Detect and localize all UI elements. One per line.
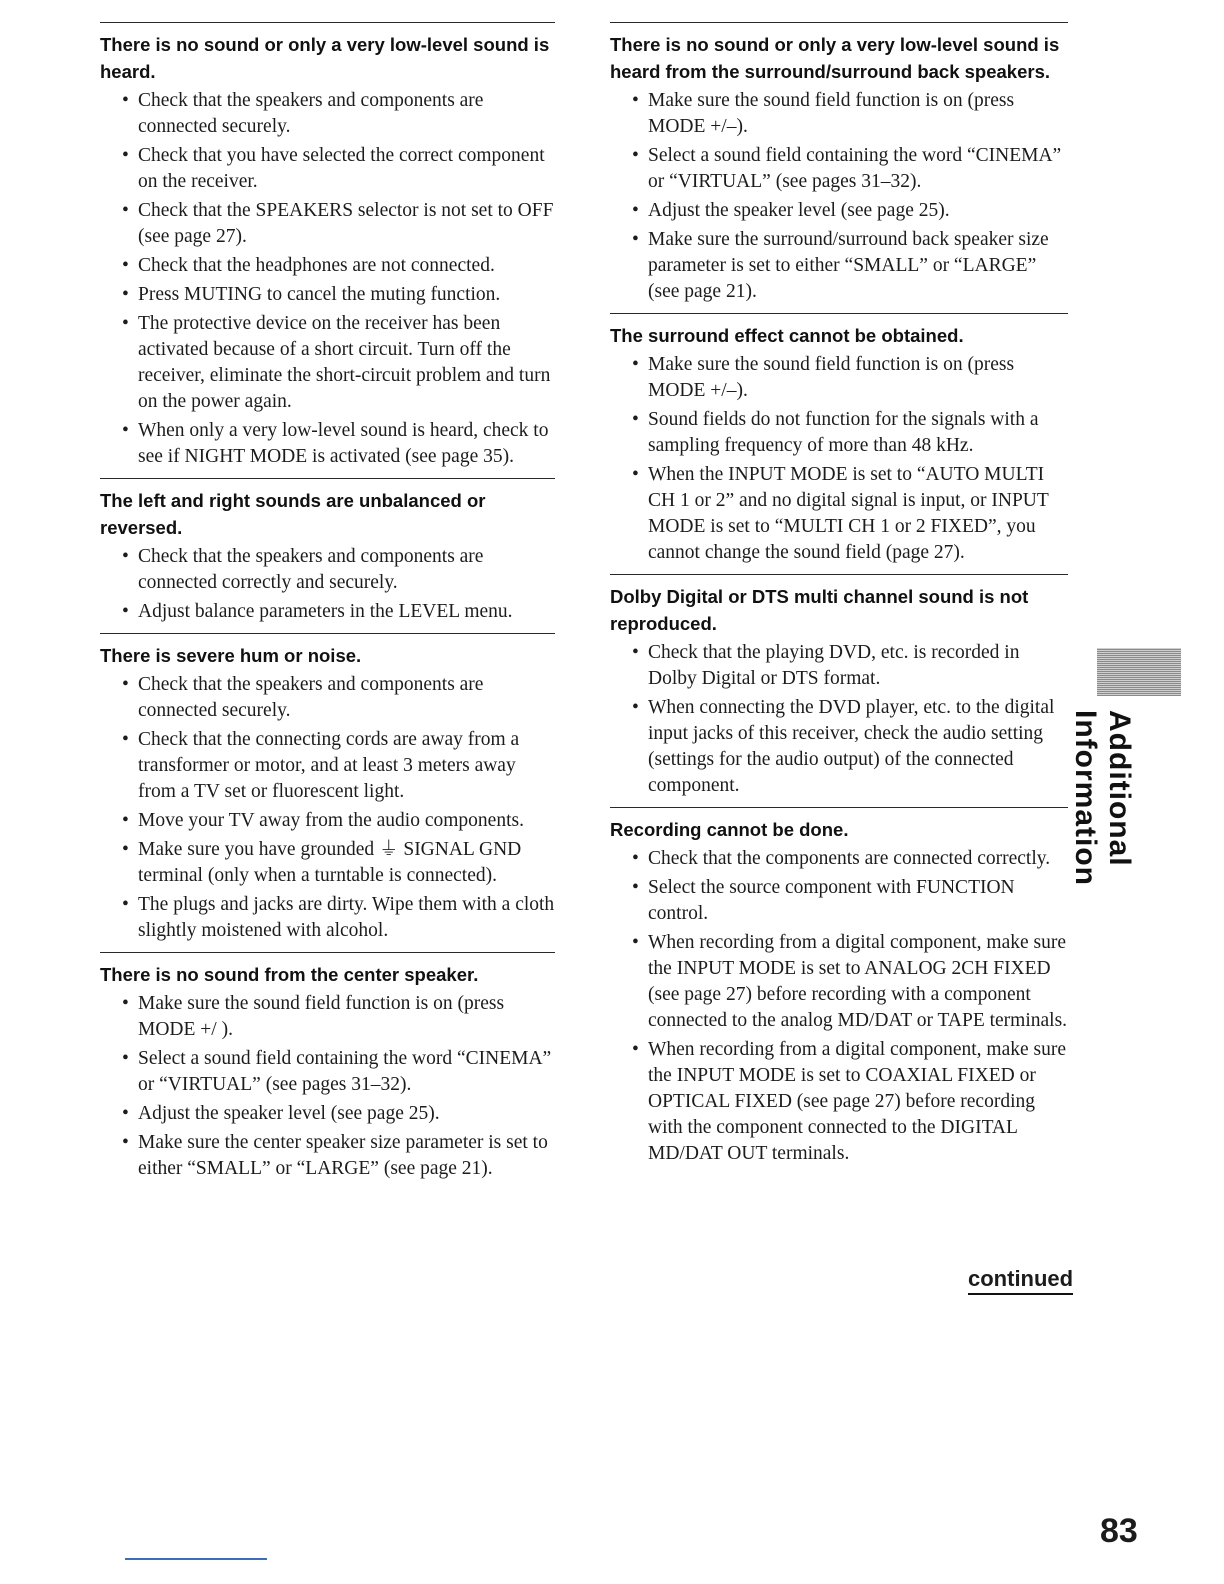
list-item-text: Check that the SPEAKERS selector is not set to OFF (see page 27).: [138, 200, 554, 247]
bullet-icon: •: [632, 464, 639, 485]
troubleshooting-section: [100, 22, 555, 470]
list-item: [610, 695, 1068, 799]
list-item-text: The protective device on the receiver has been activated because of a short circuit. Turn off the receiver, eliminate the short-circuit problem and turn on the power again.: [138, 313, 551, 412]
bullet-icon: •: [122, 894, 129, 915]
bullet-icon: •: [122, 601, 129, 622]
bullet-icon: •: [632, 932, 639, 953]
bullet-list: [100, 88, 555, 470]
list-item-text: When recording from a digital component, make sure the INPUT MODE is set to ANALOG 2CH FIXED (see page 27) before recording with a component connected to the analog MD/DAT or TAPE terminals.: [648, 932, 1068, 1031]
list-item: [610, 407, 1068, 459]
section-heading: Dolby Digital or DTS multi channel sound is not reproduced.: [610, 586, 1029, 634]
list-item: [610, 198, 1068, 224]
section-heading: The surround effect cannot be obtained.: [610, 325, 964, 346]
troubleshooting-section: [100, 633, 555, 944]
bullet-icon: •: [122, 810, 129, 831]
bullet-icon: •: [122, 729, 129, 750]
section-tab-marker: [1097, 648, 1181, 696]
section-heading: There is no sound or only a very low-level sound is heard from the surround/surround back speakers.: [610, 34, 1060, 82]
list-item-text: Adjust the speaker level (see page 25).: [648, 200, 950, 221]
list-item: [100, 198, 555, 250]
bullet-icon: •: [632, 90, 639, 111]
troubleshooting-section: [610, 574, 1068, 799]
list-item-text: When connecting the DVD player, etc. to the digital input jacks of this receiver, check the audio setting (settings for the audio output) of the connected component.: [648, 697, 1055, 796]
list-item: [100, 892, 555, 944]
list-item: [100, 672, 555, 724]
troubleshooting-section: [100, 478, 555, 625]
troubleshooting-section: [610, 22, 1068, 305]
bullet-icon: •: [632, 145, 639, 166]
list-item-text: When only a very low-level sound is heard, check to see if NIGHT MODE is activated (see page 35).: [138, 420, 549, 467]
list-item: [610, 143, 1068, 195]
list-item: [100, 143, 555, 195]
list-item-text: Check that the speakers and components are connected correctly and securely.: [138, 546, 484, 593]
section-heading: The left and right sounds are unbalanced or reversed.: [100, 490, 486, 538]
list-item-text: When the INPUT MODE is set to “AUTO MULTI CH 1 or 2” and no digital signal is input, or INPUT MODE is set to “MULTI CH 1 or 2 FIXED”, you cannot change the sound field (page 27).: [648, 464, 1049, 563]
list-item: [100, 311, 555, 415]
list-item: [610, 930, 1068, 1034]
bullet-icon: •: [122, 839, 129, 860]
list-item: [610, 352, 1068, 404]
list-item: [100, 88, 555, 140]
bullet-icon: •: [122, 90, 129, 111]
list-item-text: Make sure the surround/surround back speaker size parameter is set to either “SMALL” or “LARGE” (see page 21).: [648, 229, 1049, 302]
bullet-icon: •: [632, 697, 639, 718]
list-item-text: Select a sound field containing the word “CINEMA” or “VIRTUAL” (see pages 31–32).: [648, 145, 1062, 192]
list-item-text: Press MUTING to cancel the muting function.: [138, 284, 501, 305]
list-item-text: When recording from a digital component, make sure the INPUT MODE is set to COAXIAL FIXED or OPTICAL FIXED (see page 27) before recording with the component connected to the DIGITAL MD/DAT OUT terminals.: [648, 1039, 1067, 1164]
list-item-text: Make sure the center speaker size parameter is set to either “SMALL” or “LARGE” (see page 21).: [138, 1132, 548, 1179]
list-item: [100, 1046, 555, 1098]
list-item: [100, 837, 555, 889]
bullet-list: [100, 672, 555, 944]
bullet-list: [100, 991, 555, 1182]
footer-rule: [125, 1558, 267, 1560]
bullet-icon: •: [122, 1132, 129, 1153]
section-heading: There is severe hum or noise.: [100, 645, 362, 666]
list-item-text: Check that the components are connected correctly.: [648, 848, 1051, 869]
bullet-icon: •: [122, 145, 129, 166]
list-item: [100, 727, 555, 805]
section-heading: There is no sound or only a very low-level sound is heard.: [100, 34, 550, 82]
section-heading: There is no sound from the center speaker.: [100, 964, 479, 985]
bullet-icon: •: [122, 420, 129, 441]
troubleshooting-section: [100, 952, 555, 1182]
list-item-text: Make sure the sound field function is on (press MODE +/–).: [648, 354, 1015, 401]
bullet-list: [100, 544, 555, 625]
list-item: [100, 418, 555, 470]
bullet-icon: •: [632, 200, 639, 221]
list-item: [610, 846, 1068, 872]
left-column: [100, 22, 555, 1190]
list-item: [100, 253, 555, 279]
bullet-icon: •: [122, 313, 129, 334]
list-item-text: Check that the speakers and components are connected securely.: [138, 90, 484, 137]
list-item-text: Move your TV away from the audio components.: [138, 810, 524, 831]
section-heading: Recording cannot be done.: [610, 819, 849, 840]
list-item-text: Check that the speakers and components are connected securely.: [138, 674, 484, 721]
bullet-icon: •: [122, 674, 129, 695]
bullet-list: [610, 846, 1068, 1167]
list-item: [100, 1101, 555, 1127]
troubleshooting-section: [610, 807, 1068, 1167]
list-item: [100, 282, 555, 308]
list-item-text: Make sure the sound field function is on (press MODE +/ ).: [138, 993, 505, 1040]
bullet-icon: •: [632, 848, 639, 869]
list-item-text: Make sure you have grounded ⏚ SIGNAL GND terminal (only when a turntable is connected).: [138, 839, 522, 886]
section-side-label: Additional Information: [1069, 710, 1136, 886]
bullet-icon: •: [632, 229, 639, 250]
bullet-icon: •: [122, 255, 129, 276]
list-item-text: Check that the headphones are not connected.: [138, 255, 495, 276]
list-item-text: Adjust the speaker level (see page 25).: [138, 1103, 440, 1124]
list-item: [610, 875, 1068, 927]
bullet-icon: •: [632, 1039, 639, 1060]
bullet-icon: •: [122, 284, 129, 305]
list-item-text: Select a sound field containing the word “CINEMA” or “VIRTUAL” (see pages 31–32).: [138, 1048, 552, 1095]
bullet-icon: •: [632, 642, 639, 663]
list-item-text: Check that you have selected the correct component on the receiver.: [138, 145, 545, 192]
list-item-text: Check that the playing DVD, etc. is recorded in Dolby Digital or DTS format.: [648, 642, 1020, 689]
bullet-list: [610, 88, 1068, 305]
list-item-text: Check that the connecting cords are away from a transformer or motor, and at least 3 meters away from a TV set or fluorescent light.: [138, 729, 520, 802]
continued-label: continued: [968, 1266, 1073, 1295]
list-item: [610, 462, 1068, 566]
bullet-icon: •: [632, 354, 639, 375]
list-item: [610, 1037, 1068, 1167]
bullet-list: [610, 640, 1068, 799]
list-item-text: Sound fields do not function for the signals with a sampling frequency of more than 48 kHz.: [648, 409, 1039, 456]
list-item: [610, 88, 1068, 140]
list-item-text: Adjust balance parameters in the LEVEL menu.: [138, 601, 513, 622]
troubleshooting-section: [610, 313, 1068, 566]
bullet-icon: •: [122, 200, 129, 221]
list-item: [100, 599, 555, 625]
list-item: [100, 991, 555, 1043]
list-item-text: Make sure the sound field function is on (press MODE +/–).: [648, 90, 1015, 137]
list-item: [610, 227, 1068, 305]
list-item-text: Select the source component with FUNCTION control.: [648, 877, 1015, 924]
bullet-list: [610, 352, 1068, 566]
bullet-icon: •: [632, 409, 639, 430]
bullet-icon: •: [122, 1103, 129, 1124]
bullet-icon: •: [122, 1048, 129, 1069]
bullet-icon: •: [632, 877, 639, 898]
bullet-icon: •: [122, 546, 129, 567]
page-number: 83: [1100, 1512, 1138, 1550]
bullet-icon: •: [122, 993, 129, 1014]
list-item: [610, 640, 1068, 692]
right-column: [610, 22, 1068, 1175]
list-item-text: The plugs and jacks are dirty. Wipe them with a cloth slightly moistened with alcohol.: [138, 894, 555, 941]
list-item: [100, 544, 555, 596]
list-item: [100, 808, 555, 834]
list-item: [100, 1130, 555, 1182]
